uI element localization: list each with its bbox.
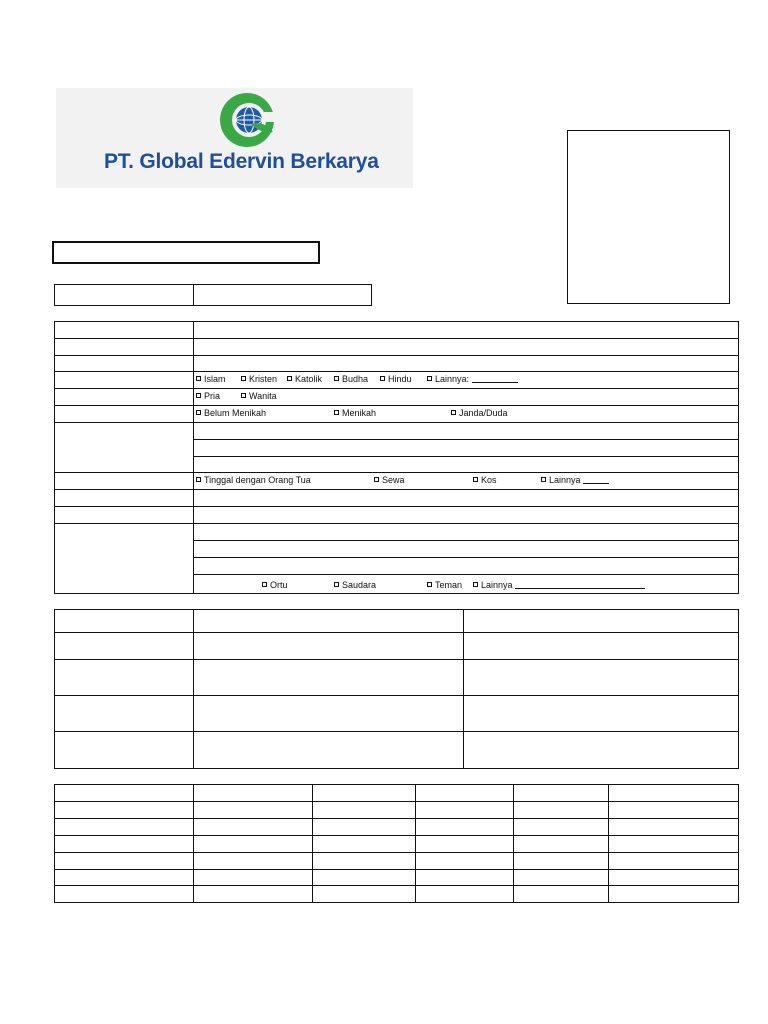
relation-option-saudara[interactable]: Saudara <box>334 580 376 591</box>
residence-option-rent[interactable]: Sewa <box>374 475 405 486</box>
relation-other-blank[interactable] <box>515 588 645 589</box>
checkbox-icon <box>374 477 379 482</box>
gender-option-pria[interactable]: Pria <box>196 391 220 402</box>
marital-option-single[interactable]: Belum Menikah <box>196 408 266 419</box>
residence-option-other[interactable]: Lainnya <box>541 475 609 486</box>
marital-option-widowed[interactable]: Janda/Duda <box>451 408 508 419</box>
education-table <box>54 784 739 903</box>
checkbox-icon <box>241 376 246 381</box>
checkbox-icon <box>241 393 246 398</box>
religion-option-katolik[interactable]: Katolik <box>287 374 322 385</box>
company-logo <box>56 88 413 188</box>
checkbox-icon <box>196 477 201 482</box>
residence-option-parents[interactable]: Tinggal dengan Orang Tua <box>196 475 311 486</box>
photo-placeholder <box>567 130 730 304</box>
residence-other-blank[interactable] <box>583 483 609 484</box>
personal-data-table <box>54 321 739 594</box>
position-divider <box>193 285 194 305</box>
form-title-box <box>52 241 320 264</box>
checkbox-icon <box>334 582 339 587</box>
position-field <box>54 284 372 306</box>
checkbox-icon <box>427 376 432 381</box>
checkbox-icon <box>473 582 478 587</box>
company-name: PT. Global Edervin Berkarya <box>104 150 379 173</box>
checkbox-icon <box>334 410 339 415</box>
checkbox-icon <box>473 477 478 482</box>
religion-option-islam[interactable]: Islam <box>196 374 226 385</box>
residence-option-kos[interactable]: Kos <box>473 475 497 486</box>
family-data-table <box>54 609 739 769</box>
checkbox-icon <box>287 376 292 381</box>
gender-option-wanita[interactable]: Wanita <box>241 391 277 402</box>
religion-option-budha[interactable]: Budha <box>334 374 368 385</box>
checkbox-icon <box>427 582 432 587</box>
religion-option-other[interactable]: Lainnya: <box>427 374 518 385</box>
religion-other-blank[interactable] <box>472 382 518 383</box>
relation-option-ortu[interactable]: Ortu <box>262 580 288 591</box>
checkbox-icon <box>196 410 201 415</box>
checkbox-icon <box>451 410 456 415</box>
relation-option-teman[interactable]: Teman <box>427 580 462 591</box>
religion-option-hindu[interactable]: Hindu <box>380 374 412 385</box>
checkbox-icon <box>334 376 339 381</box>
checkbox-icon <box>196 376 201 381</box>
checkbox-icon <box>541 477 546 482</box>
globe-logo-icon <box>211 90 283 150</box>
marital-option-married[interactable]: Menikah <box>334 408 376 419</box>
religion-option-kristen[interactable]: Kristen <box>241 374 277 385</box>
relation-option-other[interactable]: Lainnya <box>473 580 645 591</box>
checkbox-icon <box>262 582 267 587</box>
checkbox-icon <box>196 393 201 398</box>
checkbox-icon <box>380 376 385 381</box>
